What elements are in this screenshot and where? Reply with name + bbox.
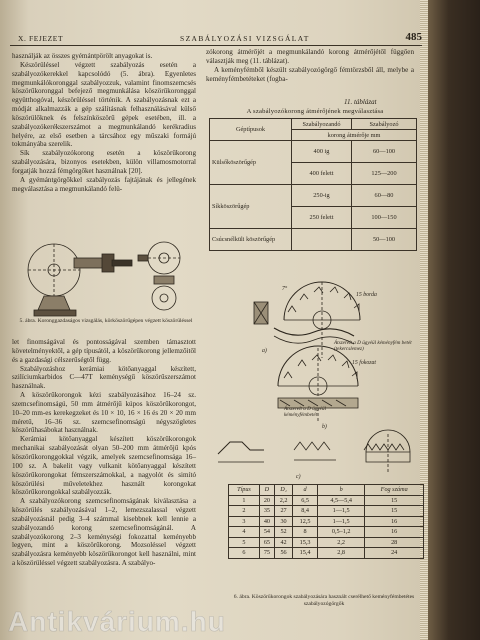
header-cell: Típus [229,485,260,496]
paragraph: Készörüléssel végzett szabályozás esetén a szabályozókerekkel kapcsolódó (5. ábra). Egyenletes megmunkálókoronggal szabályozzuk, valamint finomszemcsés köszörűkoronggal befejező megmunkálása köszörűkoronggal együtthogóval, készörüléssel történik. A szabályozásnak ezt a módját alkalmazzák a gép szálításnak felhasználásával külső köszörülőknek és felszínköszörű gépek esetében, ill. a szabályozókerékszerszámot a megmunkálandó kerékradius helyére, az első esetben a tárcsához egy műszaki formájú tokmányába szerelik. [12,60,196,149]
cell-regulated: 250-ig [292,185,352,207]
table-cell: 6,5 [293,495,318,506]
table-cell: 28 [365,537,424,548]
table-cell: 3 [229,516,260,527]
figure-6-note-1: Átszerelt a D ügyéül kéményfém betét (tekercslemez) [334,340,412,352]
paragraph: használják az összes gyémántpörölt anyagokat is. [12,52,153,60]
cell-regulated: 400 ig [292,141,352,163]
gear-teeth-a [288,287,359,312]
table-cell: 2,8 [317,548,364,559]
cell-regulated: 400 felett [292,163,352,185]
table-cell: 56 [274,548,292,559]
table-row [210,141,417,163]
header-cell: D [259,485,274,496]
paragraph: A gyémántgörgőkkel szabályozás fajtájának és jellegének megválasztása a megmunkálandó felü- [12,175,196,193]
table-row [210,185,417,207]
table-11-caption: 11. táblázat [344,98,377,106]
paragraph: Szabályozáshoz kerámiai kötőanyaggal készített, szilíciumkarbidos C—47T keménységű köszörűszerszámot használnak. [12,364,196,391]
figure-6-label-b: b) [322,424,327,430]
table-cell: 4,5—5,4 [317,495,364,506]
table-cell: 75 [259,548,274,559]
table-row [229,537,424,548]
figure-5-caption: 5. ábra. Koronggazdaságos vizsgálás, körköszörűgépen végzett köszörüléssel [19,318,193,324]
table-cell: 1—1,5 [317,506,364,517]
table-cell: 4 [229,527,260,538]
paragraph: A köszörűkorongok kézi szabályozásához 16–24 sz. szemcsefinomságú, 50 mm átmérőjű kúpos köszörűkorongot, 10–20 mm-es kerekegzeket és 10 × 10, 16 × 16 és 20 × 20 mm méretű, 16–36 sz. szemcsefinomságú négyszögletes köszörűhasábokat használnak. [12,391,196,435]
figure-6-caption: 6. ábra. Köszörűkorongok szabályozására használt cserélhető keményfémbetétes szabályozógörgők [233,594,415,607]
cell-regulating: 125—200 [352,163,417,185]
header-cell: D₁ [274,485,292,496]
table-cell: 54 [259,527,274,538]
table-cell: 0,5–1,2 [317,527,364,538]
cell-type: Csúcsnélküli köszörűgép [210,229,292,251]
paragraph: zókorong átmérőjét a megmunkálandó korong átmérőjétől függően választják meg (11. táblázat). [206,48,414,65]
table-cell: 1—1,5 [317,516,364,527]
table-cell: 6 [229,548,260,559]
paragraph: A szabályozókorong szemcsefinomságának kiválasztása a köszörülés szabályozásával 1–2, lemezszalassal végzett szabályozásnál pedig 3–4 számmal kisebbnek kell lennie a szabályozandó korong szemcsefinomságánál. A szabályozókorong 2–3 keménységi fokozattal keményebb legyen, mint a köszörűkorong. Mozsoléssel végzett szabályozásra keményebb köszörűkorongot kell használni, mint a köszörüléssel végzett szabályozásra. A szabályo- [12,497,196,568]
header-regulated: Szabályozandó [292,119,352,130]
figure-6-label-a: a) [262,348,267,354]
cell-regulating: 60—80 [352,185,417,207]
table-cell: 35 [259,506,274,517]
table-cell: 15,4 [293,548,318,559]
chapter-label: X. FEJEZET [18,34,64,43]
figure-6-note-2: Átszerelt a D ügyéül kéményfémbetét [284,406,327,418]
running-header [10,32,422,46]
table-11-title: A szabályozókorong átmérőjének megválasztása [246,108,384,115]
table-row [210,229,417,251]
figure-6-drawing [214,262,422,482]
table-row [229,516,424,527]
table-cell: 27 [274,506,292,517]
paragraph: Sík szabályozókorong esetén a köszörűkorong szabályozására, bizonyos esetekben, külön villamosmotorral forgatják hozzá fémgörgőket használnak [20]. [12,149,196,175]
header-diameter: korong átmérője mm [292,130,417,141]
paragraph: Kerámiai kötőanyaggal készített köszörűkorongok mechanikai szabályozását olyan 50–200 mm átmérőjű kpós köszörűkoronggokkal végzik, amelyek szemcsefinomsága 16–100 sz. A bakelit vagy vulkanit kötőanyaggal készített köszörűkorongokat fémszerszámokkal, a nagyolót és simító köszörülési műveletekhez használt korongokat köszörűkorongokkal szabályozzák. [12,435,196,497]
book-cover-edge [428,0,480,640]
paragraph: A keményfémből készült szabályozógörgő fémtörzsből áll, melybe a keményfémbetéteket (fogba- [206,65,414,83]
header-cell: d [293,485,318,496]
table-cell: 2 [229,506,260,517]
table-row [229,506,424,517]
cell-regulated [292,229,352,251]
table-cell: 20 [259,495,274,506]
table-cell: 8 [293,527,318,538]
table-cell: 24 [365,548,424,559]
figure-6-dimension-table [228,484,424,559]
table-cell: 16 [365,527,424,538]
table-row [229,527,424,538]
left-column-bottom [12,338,196,568]
table-cell: 42 [274,537,292,548]
figure-6-label-teeth-b: 15 fokozat [352,360,376,366]
cell-regulated: 250 felett [292,207,352,229]
header-machine-type: Géptípusok [210,119,292,141]
table-cell: 16 [365,516,424,527]
table-cell: 8,4 [293,506,318,517]
figure-6-label-c: c) [296,474,301,480]
figure-6-label-teeth: 15 borda [356,292,377,298]
header-cell: b [317,485,364,496]
table-11 [209,118,417,251]
cell-regulating: 60—100 [352,141,417,163]
table-cell: 15 [365,506,424,517]
table-cell: 40 [259,516,274,527]
figure-5-drawing [14,236,198,318]
cell-regulating: 100—150 [352,207,417,229]
table-cell: 15 [365,495,424,506]
table-cell: 15,3 [293,537,318,548]
table-cell: 5 [229,537,260,548]
page-number: 485 [405,31,422,43]
cell-type: Külsőköszörűgép [210,141,292,185]
table-cell: 2,2 [274,495,292,506]
section-title: SZABÁLYOZÁSI VIZSGÁLAT [180,34,310,43]
table-cell: 65 [259,537,274,548]
table-row [229,548,424,559]
table-cell: 2,2 [317,537,364,548]
paragraph: let finomságával és pontosságával szemben támasztott követelményektől, a gép típusától, a köszörűkorong jellemzőitől és a gazdasági célszerűségtől függ. [12,338,196,364]
table-cell: 30 [274,516,292,527]
table-header-row [229,485,424,496]
table-row [229,495,424,506]
table-cell: 52 [274,527,292,538]
header-regulating: Szabályozó [352,119,417,130]
table-header-row [210,119,417,130]
watermark-text: Antikvárium.hu [8,606,226,637]
left-column-top [12,52,196,194]
table-cell: 12,5 [293,516,318,527]
right-column-top [206,48,414,83]
table-cell: 1 [229,495,260,506]
header-cell: Fog száma [365,485,424,496]
printed-sheet [4,0,422,640]
cell-regulating: 50—100 [352,229,417,251]
figure-6-label-angle: 7° [282,286,288,292]
cell-type: Síkköszörűgép [210,185,292,229]
